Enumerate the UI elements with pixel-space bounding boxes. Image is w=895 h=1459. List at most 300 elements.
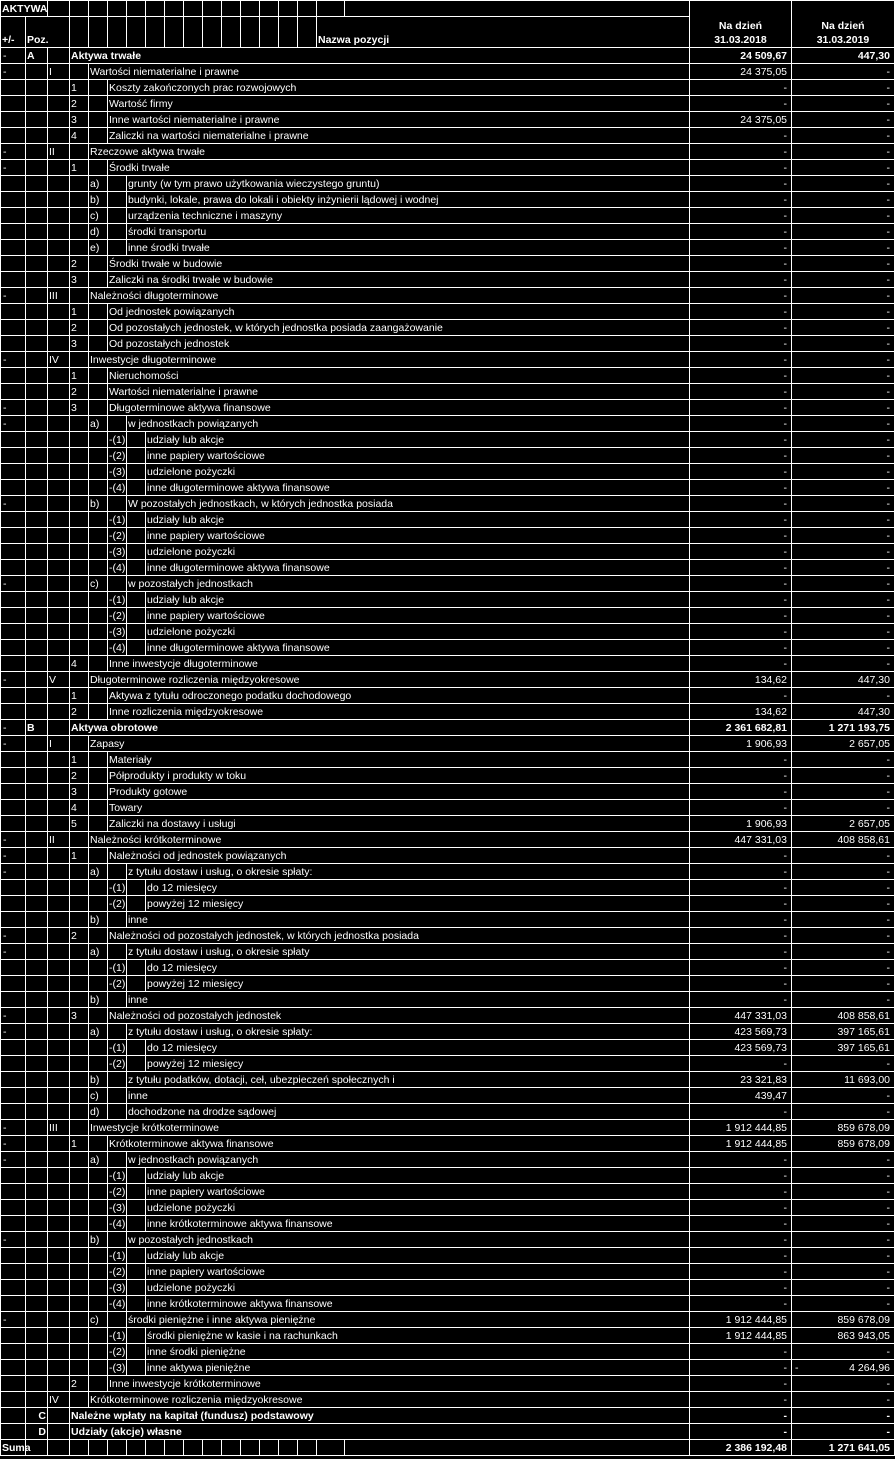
row-label: do 12 miesięcy bbox=[146, 880, 690, 896]
value-2019 bbox=[792, 1408, 895, 1424]
value-2018: - bbox=[690, 464, 792, 480]
row-label: do 12 miesięcy bbox=[146, 960, 690, 976]
table-row bbox=[1, 608, 895, 624]
value-2019 bbox=[792, 576, 895, 592]
cell-empty bbox=[127, 464, 146, 480]
row-label: z tytułu dostaw i usług, o okresie spłaty: bbox=[127, 1024, 690, 1040]
table-row bbox=[1, 1392, 895, 1408]
cell-empty bbox=[89, 368, 108, 384]
row-label: Należności od pozostałych jednostek bbox=[108, 1008, 690, 1024]
row-sign bbox=[1, 1056, 26, 1072]
row-position: II bbox=[48, 144, 70, 160]
value-2019 bbox=[792, 704, 895, 720]
row-position: 3 bbox=[70, 272, 89, 288]
table-row bbox=[1, 688, 895, 704]
cell-empty bbox=[48, 928, 70, 944]
row-position: I bbox=[48, 736, 70, 752]
table-row bbox=[1, 960, 895, 976]
row-label: udzielone pożyczki bbox=[146, 1200, 690, 1216]
table-row bbox=[1, 1328, 895, 1344]
value-2019 bbox=[792, 1168, 895, 1184]
value-2019: 1 271 641,05 bbox=[792, 1440, 895, 1456]
row-position: b) bbox=[89, 1232, 108, 1248]
row-label: powyżej 12 miesięcy bbox=[146, 1056, 690, 1072]
cell-empty bbox=[48, 448, 70, 464]
cell-empty bbox=[26, 672, 48, 688]
value-2019-amount: - bbox=[886, 1106, 890, 1118]
row-label: udzielone pożyczki bbox=[146, 1280, 690, 1296]
value-2018: - bbox=[690, 448, 792, 464]
cell-empty bbox=[108, 192, 127, 208]
value-2019-amount: - bbox=[886, 850, 890, 862]
value-2019 bbox=[792, 592, 895, 608]
cell-empty bbox=[89, 560, 108, 576]
value-2018: - bbox=[690, 160, 792, 176]
row-sign bbox=[1, 240, 26, 256]
row-label: Wartość firmy bbox=[108, 96, 690, 112]
row-sign bbox=[1, 608, 26, 624]
value-2019 bbox=[792, 1232, 895, 1248]
cell-empty bbox=[70, 64, 89, 80]
value-2019 bbox=[792, 976, 895, 992]
row-label: inne długoterminowe aktywa finansowe bbox=[146, 560, 690, 576]
cell-empty bbox=[70, 912, 89, 928]
row-sign bbox=[1, 480, 26, 496]
cell-empty bbox=[26, 1232, 48, 1248]
value-2019 bbox=[792, 1424, 895, 1440]
cell-empty bbox=[26, 160, 48, 176]
value-2019 bbox=[792, 656, 895, 672]
cell-empty bbox=[127, 976, 146, 992]
row-sign: - bbox=[1, 160, 26, 176]
cell-empty bbox=[26, 1120, 48, 1136]
cell-empty bbox=[89, 624, 108, 640]
header-title-row bbox=[1, 1, 895, 17]
cell-empty bbox=[48, 128, 70, 144]
row-sign bbox=[1, 512, 26, 528]
value-2019-amount: - bbox=[886, 338, 890, 350]
row-label: Nieruchomości bbox=[108, 368, 690, 384]
cell-empty bbox=[89, 80, 108, 96]
value-2018: 134,62 bbox=[690, 704, 792, 720]
row-label: środki pieniężne w kasie i na rachunkach bbox=[146, 1328, 690, 1344]
row-position: a) bbox=[89, 864, 108, 880]
cell-empty bbox=[26, 688, 48, 704]
cell-empty bbox=[48, 944, 70, 960]
cell-empty bbox=[26, 1200, 48, 1216]
cell-empty bbox=[127, 1280, 146, 1296]
cell-empty bbox=[70, 432, 89, 448]
row-position: 2 bbox=[70, 928, 89, 944]
row-position: 2 bbox=[70, 768, 89, 784]
value-2019-amount: - bbox=[886, 466, 890, 478]
value-2019 bbox=[792, 240, 895, 256]
row-position: -(4) bbox=[108, 640, 127, 656]
value-2018: - bbox=[690, 768, 792, 784]
cell-empty bbox=[26, 1184, 48, 1200]
cell-empty bbox=[70, 976, 89, 992]
cell-empty bbox=[89, 1056, 108, 1072]
value-2019-amount: - bbox=[886, 162, 890, 174]
value-2019 bbox=[792, 912, 895, 928]
cell-empty bbox=[70, 208, 89, 224]
value-2018: 1 912 444,85 bbox=[690, 1136, 792, 1152]
cell-empty bbox=[26, 368, 48, 384]
cell-empty bbox=[26, 208, 48, 224]
value-2019-amount: - bbox=[886, 306, 890, 318]
cell-empty bbox=[48, 1008, 70, 1024]
value-2019-amount: - bbox=[886, 882, 890, 894]
row-position: a) bbox=[89, 176, 108, 192]
cell-empty bbox=[108, 176, 127, 192]
row-label: inne papiery wartościowe bbox=[146, 1264, 690, 1280]
value-2019-amount: - bbox=[886, 322, 890, 334]
cell-empty bbox=[127, 1440, 146, 1456]
value-2018: - bbox=[690, 400, 792, 416]
value-2019 bbox=[792, 1280, 895, 1296]
value-2019-amount: 2 657,05 bbox=[849, 818, 890, 830]
value-2018: 423 569,73 bbox=[690, 1024, 792, 1040]
cell-empty bbox=[26, 512, 48, 528]
cell-empty bbox=[89, 928, 108, 944]
row-position: c) bbox=[89, 576, 108, 592]
row-sign bbox=[1, 1392, 26, 1408]
value-2019 bbox=[792, 640, 895, 656]
cell-empty bbox=[26, 992, 48, 1008]
table-row bbox=[1, 1280, 895, 1296]
row-position: IV bbox=[48, 1392, 70, 1408]
cell-empty bbox=[26, 848, 48, 864]
value-2019-amount: 2 657,05 bbox=[849, 738, 890, 750]
cell-empty bbox=[70, 544, 89, 560]
cell-empty bbox=[127, 1296, 146, 1312]
row-sign bbox=[1, 80, 26, 96]
cell-empty bbox=[108, 1088, 127, 1104]
cell-empty bbox=[70, 1200, 89, 1216]
row-position: d) bbox=[89, 1104, 108, 1120]
cell-empty bbox=[48, 1360, 70, 1376]
row-sign bbox=[1, 816, 26, 832]
row-position: -(3) bbox=[108, 544, 127, 560]
cell-empty bbox=[127, 592, 146, 608]
value-2018: - bbox=[690, 1264, 792, 1280]
value-2019 bbox=[792, 1136, 895, 1152]
cell-empty bbox=[260, 1440, 279, 1456]
cell-empty bbox=[70, 1264, 89, 1280]
value-2019 bbox=[792, 784, 895, 800]
row-position: -(4) bbox=[108, 1216, 127, 1232]
row-position: 2 bbox=[70, 96, 89, 112]
row-sign bbox=[1, 384, 26, 400]
value-2019-amount: - bbox=[886, 690, 890, 702]
cell-empty bbox=[48, 304, 70, 320]
value-2019-amount: 859 678,09 bbox=[837, 1138, 890, 1150]
cell-empty bbox=[26, 656, 48, 672]
table-title: AKTYWA bbox=[1, 1, 48, 17]
value-2018: 1 912 444,85 bbox=[690, 1312, 792, 1328]
cell-empty bbox=[26, 448, 48, 464]
table-row bbox=[1, 1424, 895, 1440]
value-2018: - bbox=[690, 1408, 792, 1424]
value-2019 bbox=[792, 304, 895, 320]
row-position: -(2) bbox=[108, 1184, 127, 1200]
cell-empty bbox=[89, 816, 108, 832]
cell-empty bbox=[70, 192, 89, 208]
cell-empty bbox=[89, 128, 108, 144]
row-position: -(1) bbox=[108, 592, 127, 608]
row-label: Od pozostałych jednostek, w których jednostka posiada zaangażowanie bbox=[108, 320, 690, 336]
value-2019-amount: 859 678,09 bbox=[837, 1314, 890, 1326]
cell-empty bbox=[89, 784, 108, 800]
value-2019 bbox=[792, 608, 895, 624]
cell-empty bbox=[48, 1136, 70, 1152]
row-position: 3 bbox=[70, 1008, 89, 1024]
table-row bbox=[1, 1216, 895, 1232]
table-row bbox=[1, 144, 895, 160]
cell-empty bbox=[48, 1056, 70, 1072]
value-2019 bbox=[792, 1296, 895, 1312]
value-2019 bbox=[792, 112, 895, 128]
value-2019 bbox=[792, 256, 895, 272]
table-row bbox=[1, 1136, 895, 1152]
cell-empty bbox=[48, 880, 70, 896]
row-position: -(1) bbox=[108, 1248, 127, 1264]
row-position: -(1) bbox=[108, 1168, 127, 1184]
row-label: inne bbox=[127, 1088, 690, 1104]
value-2019 bbox=[792, 1216, 895, 1232]
cell-empty bbox=[48, 1440, 70, 1456]
row-label: Od pozostałych jednostek bbox=[108, 336, 690, 352]
value-2018: 24 375,05 bbox=[690, 64, 792, 80]
cell-empty bbox=[70, 528, 89, 544]
row-label: udzielone pożyczki bbox=[146, 464, 690, 480]
cell-empty bbox=[26, 832, 48, 848]
cell-empty bbox=[108, 224, 127, 240]
value-2019 bbox=[792, 1072, 895, 1088]
value-2019 bbox=[792, 208, 895, 224]
cell-empty bbox=[108, 1440, 127, 1456]
cell-empty bbox=[127, 608, 146, 624]
cell-empty bbox=[26, 400, 48, 416]
cell-empty bbox=[222, 1440, 241, 1456]
cell-empty bbox=[89, 640, 108, 656]
row-position: D bbox=[26, 1424, 48, 1440]
table-row bbox=[1, 1184, 895, 1200]
table-row bbox=[1, 1408, 895, 1424]
cell-empty bbox=[70, 1440, 89, 1456]
row-label: Należności od pozostałych jednostek, w których jednostka posiada bbox=[108, 928, 690, 944]
row-label: inne bbox=[127, 912, 690, 928]
cell-empty bbox=[48, 176, 70, 192]
value-2018: - bbox=[690, 928, 792, 944]
cell-empty bbox=[26, 864, 48, 880]
table-row bbox=[1, 512, 895, 528]
cell-empty bbox=[127, 528, 146, 544]
row-label: Należności długoterminowe bbox=[89, 288, 690, 304]
row-position: 1 bbox=[70, 160, 89, 176]
row-label: inne papiery wartościowe bbox=[146, 1184, 690, 1200]
row-position: a) bbox=[89, 1152, 108, 1168]
value-2019-amount: - bbox=[886, 1186, 890, 1198]
row-position: b) bbox=[89, 496, 108, 512]
cell-empty bbox=[26, 464, 48, 480]
table-row bbox=[1, 1056, 895, 1072]
value-2019-amount: - bbox=[886, 66, 890, 78]
cell-empty bbox=[89, 96, 108, 112]
cell-empty bbox=[26, 224, 48, 240]
value-2018: - bbox=[690, 592, 792, 608]
value-2018: - bbox=[690, 1184, 792, 1200]
value-2019 bbox=[792, 160, 895, 176]
value-2018: 134,62 bbox=[690, 672, 792, 688]
cell-empty bbox=[26, 1088, 48, 1104]
row-label: powyżej 12 miesięcy bbox=[146, 976, 690, 992]
cell-empty bbox=[48, 992, 70, 1008]
row-sign: - bbox=[1, 400, 26, 416]
cell-empty bbox=[108, 208, 127, 224]
cell-empty bbox=[70, 1120, 89, 1136]
value-2018: - bbox=[690, 496, 792, 512]
row-sign: - bbox=[1, 352, 26, 368]
row-sign bbox=[1, 464, 26, 480]
cell-empty bbox=[26, 112, 48, 128]
row-sign bbox=[1, 208, 26, 224]
row-position: b) bbox=[89, 1072, 108, 1088]
value-2018: - bbox=[690, 352, 792, 368]
value-2019-amount: - bbox=[886, 1266, 890, 1278]
row-sign bbox=[1, 1280, 26, 1296]
cell-empty bbox=[48, 896, 70, 912]
value-2019 bbox=[792, 1024, 895, 1040]
value-2019-amount: - bbox=[886, 658, 890, 670]
row-position: 1 bbox=[70, 752, 89, 768]
table-row bbox=[1, 1040, 895, 1056]
value-2019-amount: - bbox=[886, 130, 890, 142]
value-2018: - bbox=[690, 608, 792, 624]
row-sign bbox=[1, 1264, 26, 1280]
value-2019-amount: - bbox=[886, 450, 890, 462]
row-sign bbox=[1, 368, 26, 384]
row-label: Inne inwestycje długoterminowe bbox=[108, 656, 690, 672]
date-2019-label: Na dzień bbox=[821, 20, 865, 32]
value-2018: - bbox=[690, 272, 792, 288]
value-2018: - bbox=[690, 1376, 792, 1392]
value-2019-amount: - bbox=[886, 146, 890, 158]
value-2018: 439,47 bbox=[690, 1088, 792, 1104]
value-2019-amount: 408 858,61 bbox=[837, 1010, 890, 1022]
cell-empty bbox=[89, 896, 108, 912]
row-label: Krótkoterminowe rozliczenia międzyokresowe bbox=[89, 1392, 690, 1408]
cell-empty bbox=[127, 896, 146, 912]
cell-empty bbox=[70, 1104, 89, 1120]
table-row bbox=[1, 448, 895, 464]
table-row bbox=[1, 176, 895, 192]
value-2019-amount: - bbox=[886, 210, 890, 222]
row-sign bbox=[1, 624, 26, 640]
row-position: a) bbox=[89, 416, 108, 432]
row-sign bbox=[1, 128, 26, 144]
table-row bbox=[1, 560, 895, 576]
cell-empty bbox=[127, 560, 146, 576]
cell-empty bbox=[26, 128, 48, 144]
value-2018: - bbox=[690, 256, 792, 272]
cell-empty bbox=[48, 592, 70, 608]
row-sign bbox=[1, 1216, 26, 1232]
row-sign: - bbox=[1, 672, 26, 688]
row-label: Należności od jednostek powiązanych bbox=[108, 848, 690, 864]
value-2018: 2 386 192,48 bbox=[690, 1440, 792, 1456]
row-sign: - bbox=[1, 576, 26, 592]
cell-empty bbox=[108, 944, 127, 960]
row-position: IV bbox=[48, 352, 70, 368]
cell-empty bbox=[48, 1152, 70, 1168]
cell-empty bbox=[48, 1184, 70, 1200]
value-2018: - bbox=[690, 1216, 792, 1232]
cell-empty bbox=[70, 592, 89, 608]
row-sign: - bbox=[1, 864, 26, 880]
value-2018: - bbox=[690, 512, 792, 528]
cell-empty bbox=[146, 1440, 165, 1456]
row-sign bbox=[1, 96, 26, 112]
cell-empty bbox=[127, 1248, 146, 1264]
value-2019 bbox=[792, 624, 895, 640]
row-label: Długoterminowe aktywa finansowe bbox=[108, 400, 690, 416]
row-sign: - bbox=[1, 720, 26, 736]
row-position: -(2) bbox=[108, 896, 127, 912]
row-sign bbox=[1, 176, 26, 192]
row-sign bbox=[1, 896, 26, 912]
cell-empty bbox=[89, 1328, 108, 1344]
value-2019 bbox=[792, 928, 895, 944]
table-row bbox=[1, 192, 895, 208]
table-row bbox=[1, 784, 895, 800]
value-2019 bbox=[792, 1040, 895, 1056]
row-label: Inwestycje długoterminowe bbox=[89, 352, 690, 368]
cell-empty bbox=[165, 1440, 184, 1456]
row-label: Aktywa z tytułu odroczonego podatku dochodowego bbox=[108, 688, 690, 704]
table-row bbox=[1, 656, 895, 672]
row-label: Inne inwestycje krótkoterminowe bbox=[108, 1376, 690, 1392]
cell-empty bbox=[48, 544, 70, 560]
row-label: inne papiery wartościowe bbox=[146, 608, 690, 624]
row-position: -(1) bbox=[108, 512, 127, 528]
row-sign bbox=[1, 640, 26, 656]
cell-empty bbox=[26, 416, 48, 432]
cell-empty bbox=[26, 1392, 48, 1408]
cell-empty bbox=[26, 576, 48, 592]
row-sign: - bbox=[1, 848, 26, 864]
value-2019-amount: - bbox=[886, 1378, 890, 1390]
value-2019 bbox=[792, 768, 895, 784]
value-2019 bbox=[792, 384, 895, 400]
row-sign bbox=[1, 432, 26, 448]
cell-empty bbox=[127, 1056, 146, 1072]
row-position: a) bbox=[89, 1024, 108, 1040]
value-2019 bbox=[792, 1360, 895, 1376]
row-position: I bbox=[48, 64, 70, 80]
row-position: -(1) bbox=[108, 1328, 127, 1344]
cell-empty bbox=[127, 640, 146, 656]
cell-empty bbox=[26, 1264, 48, 1280]
value-2018: - bbox=[690, 416, 792, 432]
value-2018: - bbox=[690, 176, 792, 192]
row-sign: - bbox=[1, 288, 26, 304]
cell-empty bbox=[48, 912, 70, 928]
value-2019 bbox=[792, 480, 895, 496]
cell-empty bbox=[26, 784, 48, 800]
value-2019 bbox=[792, 1008, 895, 1024]
row-sign bbox=[1, 224, 26, 240]
